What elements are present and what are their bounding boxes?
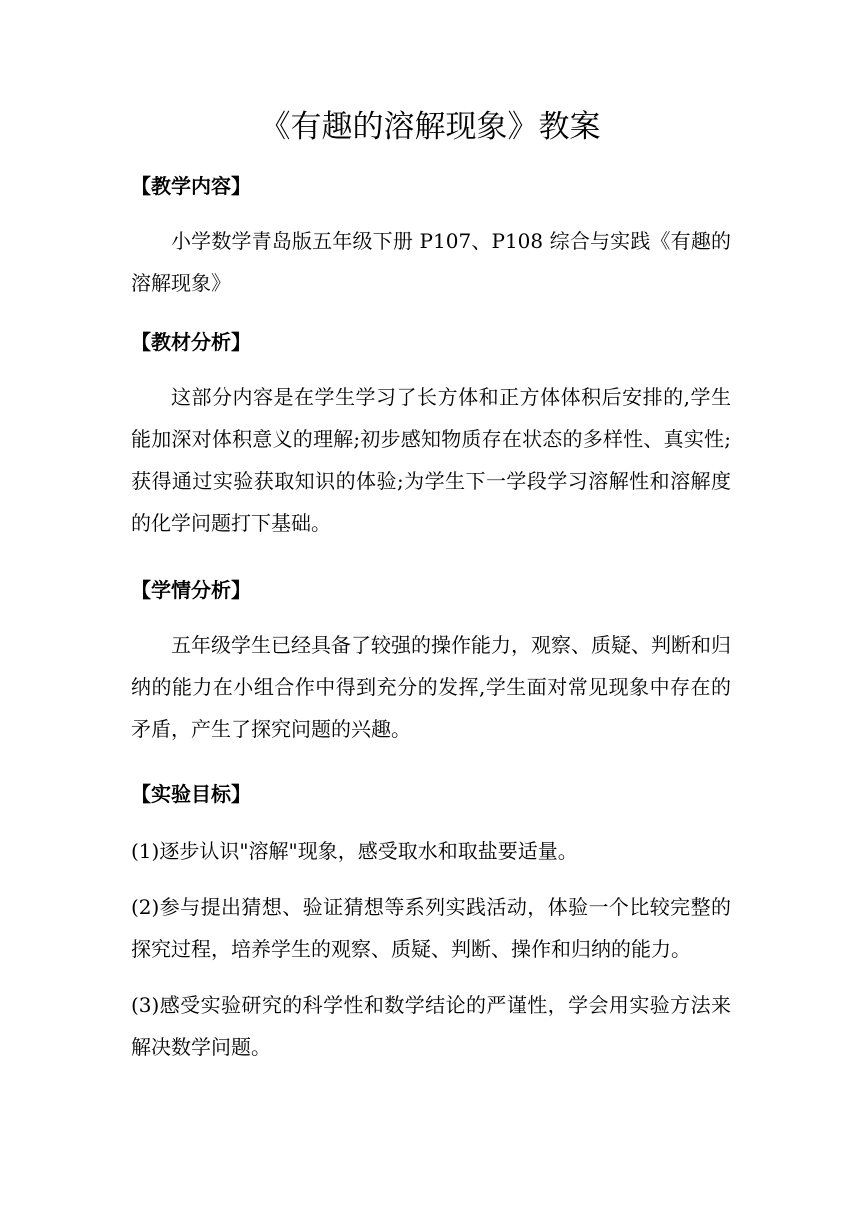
section-heading-teaching-content: 【教学内容】 [131,174,251,198]
document-title: 《有趣的溶解现象》教案 [259,109,601,145]
section-text-teaching-content: 小学数学青岛版五年级下册 P107、P108 综合与实践《有趣的溶解现象》 [131,229,731,295]
section-text-student-analysis: 五年级学生已经具备了较强的操作能力，观察、质疑、判断和归纳的能力在小组合作中得到充分的发挥,学生面对常见现象中存在的矛盾，产生了探究问题的兴趣。 [131,633,731,741]
section-heading-material-analysis: 【教材分析】 [131,330,251,354]
section-heading-experiment-goals: 【实验目标】 [131,782,251,806]
section-text-material-analysis: 这部分内容是在学生学习了长方体和正方体体积后安排的,学生能加深对体积意义的理解;初步感知物质存在状态的多样性、真实性;获得通过实验获取知识的体验;为学生下一学段学习溶解性和溶解度的化学问题打下基础。 [131,385,731,535]
goal-item-1: (1)逐步认识"溶解"现象，感受取水和取盐要适量。 [131,839,578,863]
goal-item-3: (3)感受实验研究的科学性和数学结论的严谨性，学会用实验方法来解决数学问题。 [131,993,731,1059]
section-heading-student-analysis: 【学情分析】 [131,578,251,602]
goal-item-2: (2)参与提出猜想、验证猜想等系列实践活动，体验一个比较完整的探究过程，培养学生的观察、质疑、判断、操作和归纳的能力。 [131,895,731,961]
